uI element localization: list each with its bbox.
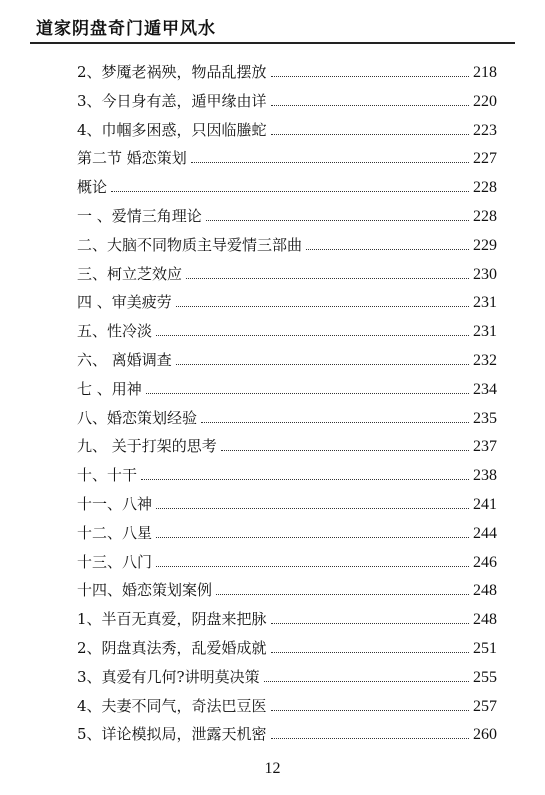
page-number: 12 — [264, 760, 281, 777]
toc-entry-title: 1、半百无真爱，阴盘来把脉 — [77, 610, 267, 629]
toc-dot-leader — [271, 76, 469, 77]
toc-entry-page: 229 — [473, 236, 497, 254]
toc-entry-title: 六、 离婚调查 — [77, 351, 172, 369]
toc-entry — [77, 60, 497, 82]
toc-entry-title: 2、梦魇老祸殃，物品乱摆放 — [77, 63, 267, 81]
toc-entry-title: 5、详论模拟局，泄露天机密 — [77, 725, 267, 744]
toc-entry-page: 227 — [473, 150, 497, 168]
toc-entry-title: 概论 — [77, 178, 108, 197]
toc-entry — [77, 636, 497, 658]
toc-entry — [77, 146, 497, 168]
toc-entry-title: 4、巾帼多困惑，只因临螣蛇 — [77, 120, 267, 139]
toc-entry-page: 231 — [473, 294, 497, 312]
toc-entry-title: 十四、婚恋策划案例 — [77, 581, 213, 600]
toc-dot-leader — [306, 249, 469, 250]
toc-entry-title: 三、柯立芝效应 — [77, 264, 183, 283]
toc-entry-title: 九、 关于打架的思考 — [77, 437, 217, 456]
toc-entry-page: 235 — [473, 409, 497, 427]
toc-dot-leader — [156, 566, 469, 567]
toc-dot-leader — [201, 422, 469, 423]
toc-dot-leader — [216, 594, 469, 595]
toc-entry — [77, 521, 497, 543]
toc-entry-page: 228 — [473, 208, 497, 225]
toc-entry-page: 241 — [473, 496, 497, 513]
toc-dot-leader — [156, 508, 469, 509]
toc-entry — [77, 722, 497, 744]
toc-entry-page: 251 — [473, 640, 497, 657]
toc-entry-page: 246 — [473, 553, 497, 571]
toc-entry — [77, 578, 497, 600]
toc-dot-leader — [271, 623, 469, 624]
toc-dot-leader — [271, 652, 469, 653]
toc-dot-leader — [264, 681, 469, 682]
toc-entry-page: 230 — [473, 265, 497, 283]
toc-entry-page: 223 — [473, 121, 497, 139]
toc-dot-leader — [271, 105, 469, 106]
toc-entry-title: 3、今日身有恙，遁甲缘由详 — [77, 91, 267, 110]
toc-entry — [77, 89, 497, 111]
toc-entry-page: 220 — [473, 92, 497, 110]
toc-entry-title: 五、性冷淡 — [77, 322, 153, 341]
toc-entry-page: 228 — [473, 179, 497, 197]
toc-entry — [77, 175, 497, 197]
toc-dot-leader — [156, 335, 469, 336]
toc-entry-page: 234 — [473, 380, 497, 398]
toc-dot-leader — [111, 191, 469, 192]
toc-entry — [77, 607, 497, 629]
toc-entry — [77, 463, 497, 485]
toc-dot-leader — [141, 479, 469, 480]
toc-entry — [77, 665, 497, 687]
toc-dot-leader — [221, 450, 469, 451]
toc-entry — [77, 434, 497, 456]
running-header-title: 道家阴盘奇门遁甲风水 — [36, 19, 216, 39]
toc-entry-page: 260 — [473, 726, 497, 744]
toc-entry — [77, 492, 497, 514]
toc-entry-title: 八、婚恋策划经验 — [77, 408, 198, 427]
toc-dot-leader — [156, 537, 469, 538]
toc-entry-title: 七 、用神 — [77, 379, 142, 398]
toc-entry — [77, 290, 497, 312]
toc-dot-leader — [271, 134, 469, 135]
toc-entry-title: 一 、爱情三角理论 — [77, 207, 202, 225]
toc-dot-leader — [271, 710, 469, 711]
toc-entry — [77, 118, 497, 140]
toc-dot-leader — [186, 278, 469, 279]
toc-entry-title: 第二节 婚恋策划 — [77, 149, 187, 168]
toc-entry — [77, 377, 497, 399]
toc-entry-page: 255 — [473, 668, 497, 686]
toc-entry-page: 237 — [473, 438, 497, 456]
toc-entry-title: 十二、八星 — [77, 523, 153, 542]
toc-dot-leader — [176, 306, 469, 307]
toc-entry — [77, 262, 497, 284]
toc-entry-title: 四 、审美疲劳 — [77, 293, 172, 312]
toc-entry — [77, 694, 497, 716]
toc-dot-leader — [176, 364, 469, 365]
toc-entry-title: 十、十干 — [77, 466, 138, 485]
toc-entry — [77, 406, 497, 428]
toc-entry-title: 十一、八神 — [77, 495, 153, 513]
toc-dot-leader — [191, 162, 469, 163]
toc-dot-leader — [271, 738, 469, 739]
toc-dot-leader — [146, 393, 469, 394]
toc-entry — [77, 204, 497, 226]
toc-entry-title: 3、真爱有几何?讲明莫决策 — [77, 667, 260, 686]
toc-entry-page: 231 — [473, 323, 497, 341]
toc-entry-title: 4、夫妻不同气，奇法巴豆医 — [77, 696, 267, 715]
toc-entry-page: 218 — [473, 64, 497, 81]
toc-entry — [77, 550, 497, 572]
toc-entry-page: 248 — [473, 611, 497, 629]
toc-entry — [77, 319, 497, 341]
toc-dot-leader — [206, 220, 469, 221]
toc-entry-page: 257 — [473, 697, 497, 715]
toc-entry-page: 244 — [473, 524, 497, 542]
toc-entry-title: 十三、八门 — [77, 552, 153, 571]
toc-entry-title: 2、阴盘真法秀，乱爱婚成就 — [77, 639, 267, 657]
toc-entry — [77, 233, 497, 255]
header-divider — [30, 42, 515, 44]
toc-entry-page: 232 — [473, 352, 497, 369]
toc-entry-page: 248 — [473, 582, 497, 600]
toc-entry — [77, 348, 497, 370]
toc-entry-page: 238 — [473, 467, 497, 485]
toc-entry-title: 二、大脑不同物质主导爱情三部曲 — [77, 235, 303, 254]
